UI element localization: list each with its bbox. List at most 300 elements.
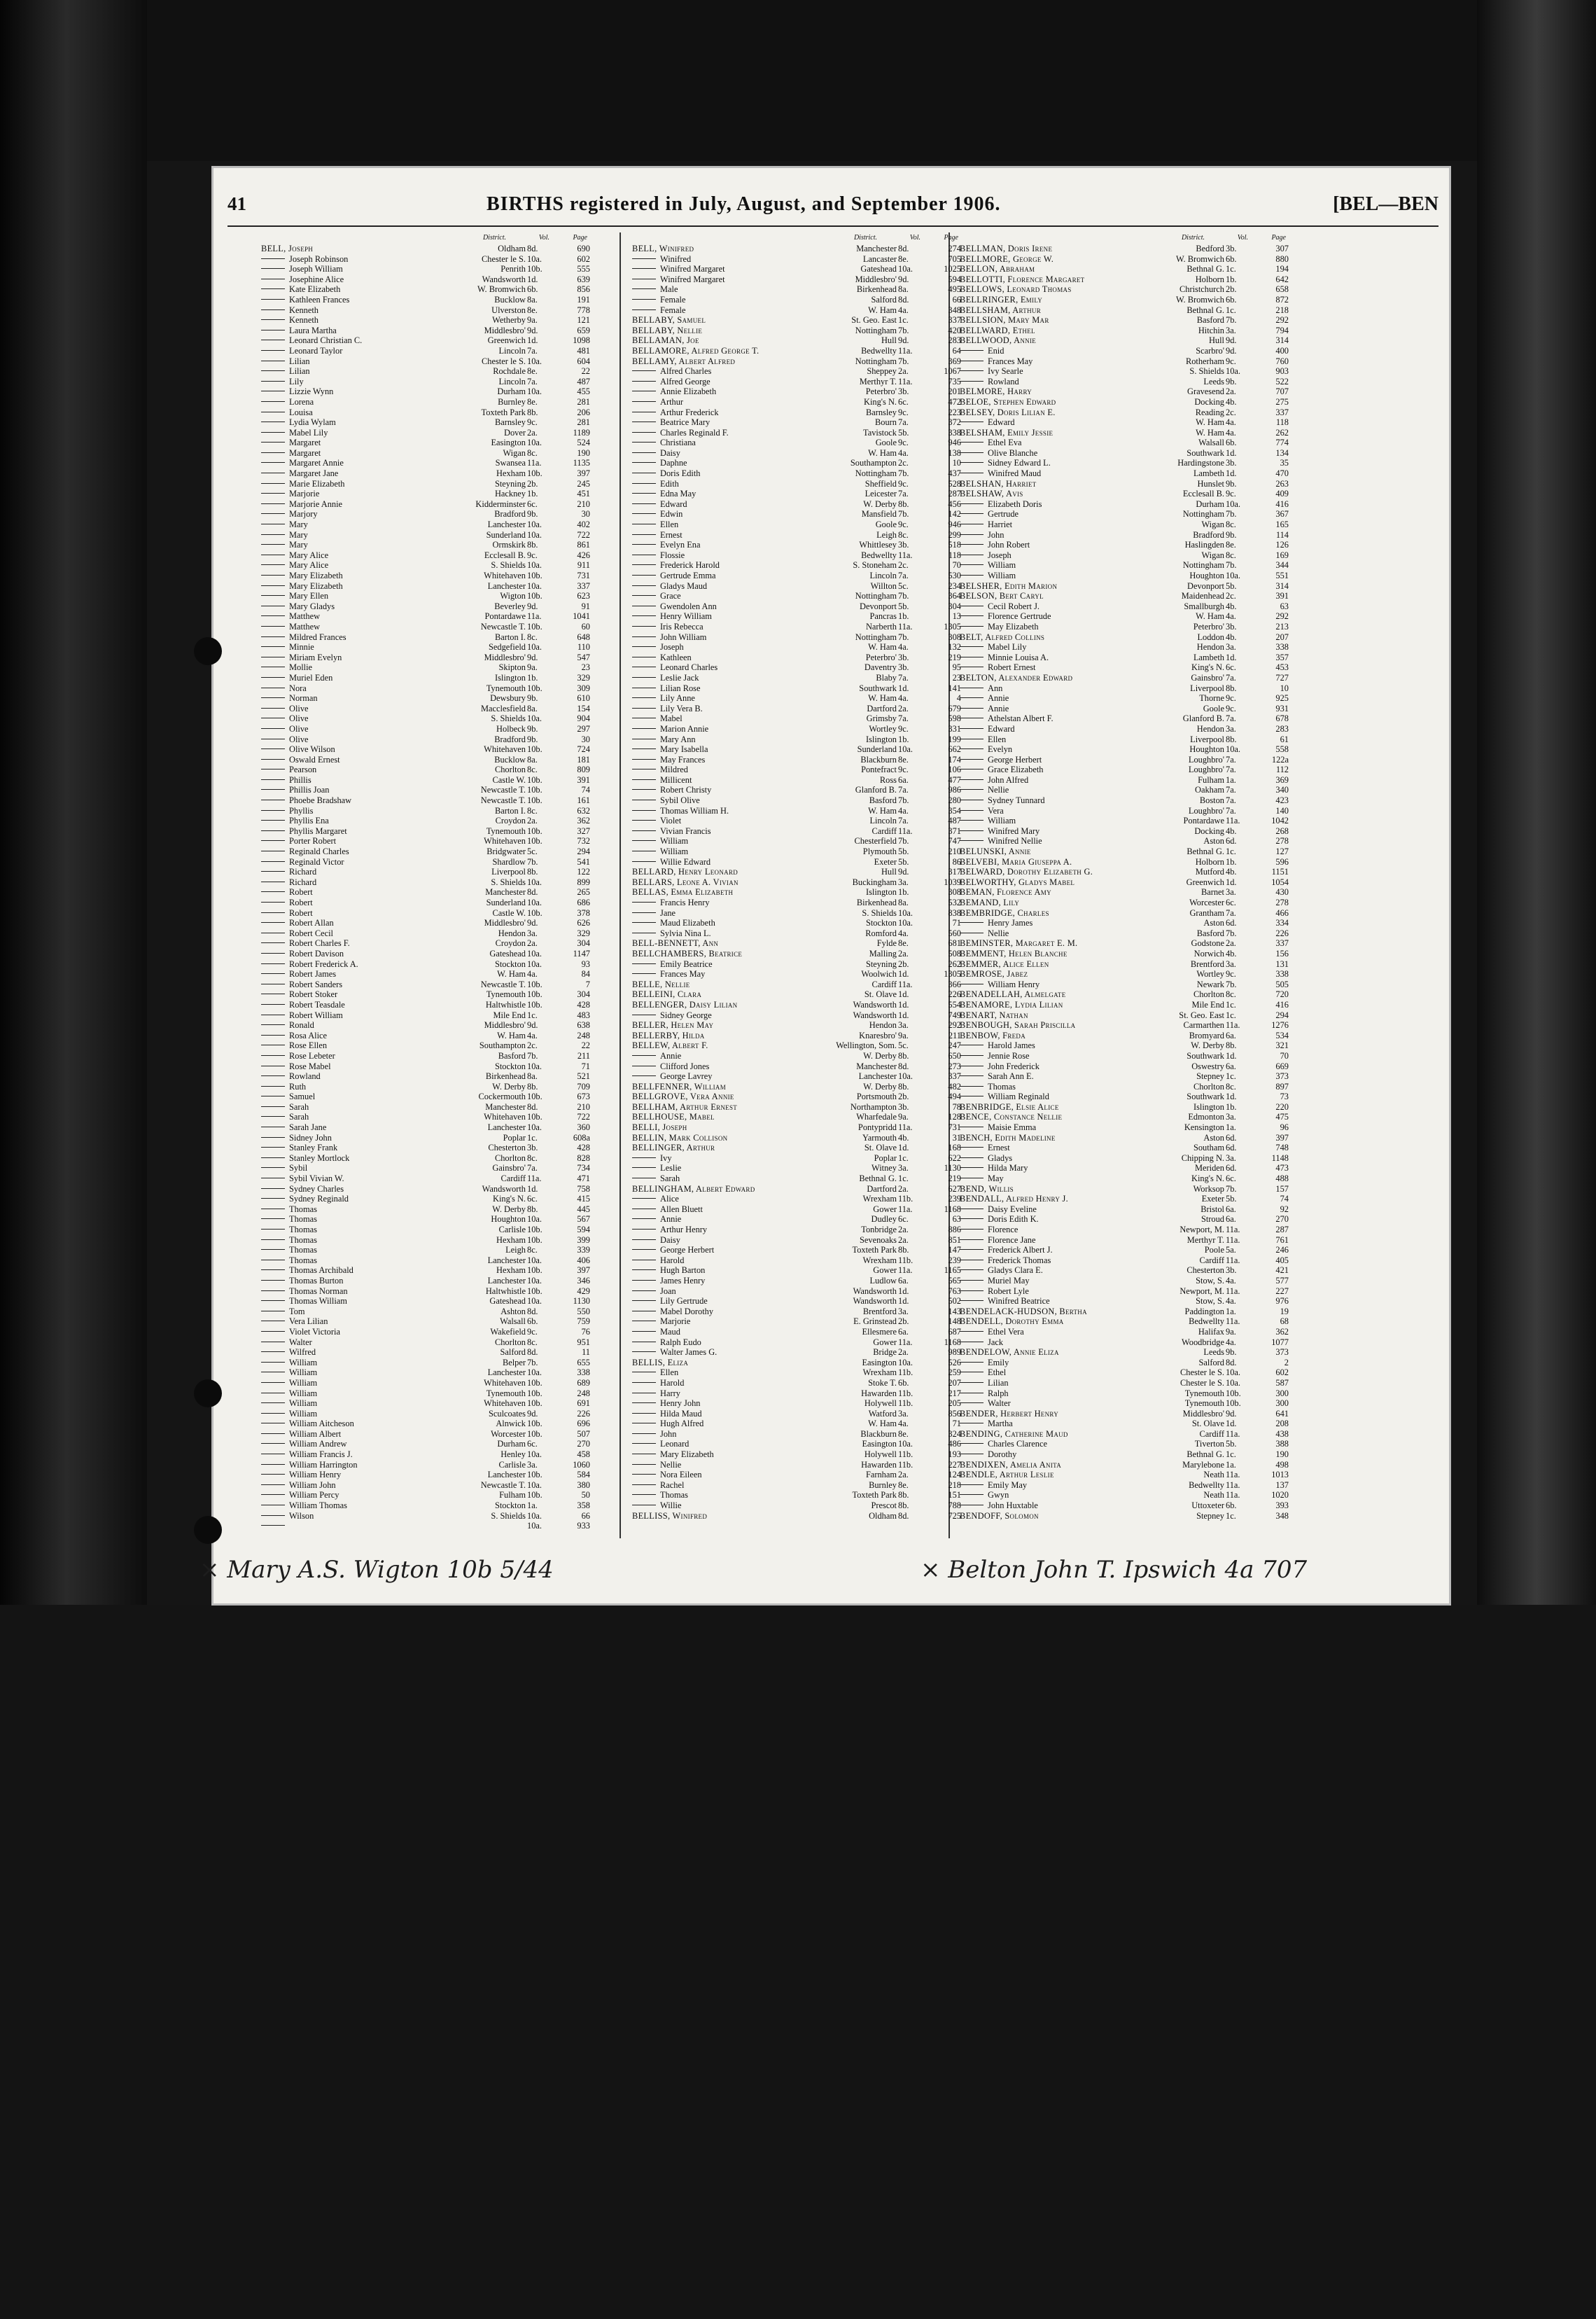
entry-volume: 9a. bbox=[898, 1030, 909, 1040]
index-entry bbox=[632, 509, 961, 520]
entry-page: 399 bbox=[577, 1234, 590, 1245]
entry-page: 673 bbox=[577, 1092, 590, 1102]
entry-name: Daisy Eveline bbox=[960, 1204, 1170, 1215]
entry-page: 23 bbox=[581, 662, 590, 673]
entry-name: Doris Edith bbox=[632, 468, 842, 479]
entry-volume: 10a. bbox=[527, 1521, 542, 1531]
index-entry bbox=[960, 724, 1289, 734]
index-entry bbox=[960, 826, 1289, 837]
entry-page: 13 bbox=[952, 611, 961, 622]
entry-district: Stow, S. bbox=[1196, 1296, 1224, 1307]
entry-volume: 8c. bbox=[1226, 550, 1236, 560]
index-entry bbox=[960, 1449, 1289, 1460]
entry-name: Wilfred bbox=[261, 1347, 471, 1358]
entry-volume: 8d. bbox=[898, 294, 909, 305]
index-entry bbox=[960, 1245, 1289, 1255]
entry-name: BELLINGER, Arthur bbox=[632, 1143, 715, 1153]
entry-district: Maidenhead bbox=[1181, 591, 1224, 601]
index-entry bbox=[261, 713, 590, 724]
index-entry bbox=[960, 980, 1289, 990]
entry-district: Loughbro' bbox=[1188, 765, 1224, 775]
entry-volume: 11a. bbox=[1226, 1428, 1240, 1439]
index-entry bbox=[261, 315, 590, 326]
entry-name: Edna May bbox=[632, 489, 842, 499]
entry-name: BELLGROVE, Vera Annie bbox=[632, 1092, 734, 1102]
entry-volume: 4a. bbox=[1226, 417, 1236, 428]
entry-page: 154 bbox=[577, 703, 590, 713]
entry-district: Nottingham bbox=[855, 591, 897, 601]
entry-name: BELLSHAM, Arthur bbox=[960, 305, 1041, 315]
entry-page: 151 bbox=[948, 1490, 961, 1500]
page-header-label: Page bbox=[944, 234, 958, 242]
entry-district: Chesterfield bbox=[854, 836, 897, 847]
entry-district: Toxteth Park bbox=[852, 1245, 897, 1255]
entry-name: BELL, Winifred bbox=[632, 244, 694, 253]
entry-district: Watford bbox=[868, 1408, 897, 1419]
entry-volume: 9d. bbox=[898, 867, 909, 877]
entry-volume: 7b. bbox=[898, 632, 909, 642]
entry-volume: 3a. bbox=[898, 877, 909, 887]
entry-page: 194 bbox=[1275, 264, 1289, 274]
entry-volume: 5b. bbox=[1226, 1194, 1237, 1204]
entry-page: 456 bbox=[948, 499, 961, 509]
index-entry bbox=[960, 346, 1289, 356]
entry-district: Burnley bbox=[498, 396, 526, 407]
entry-district: Liverpool bbox=[1190, 683, 1224, 693]
entry-district: Ecclesall B. bbox=[1182, 489, 1224, 499]
column-header bbox=[960, 232, 1289, 244]
entry-page: 314 bbox=[1275, 335, 1289, 346]
entry-name: Annie bbox=[632, 1051, 842, 1061]
entry-page: 96 bbox=[1280, 1122, 1289, 1133]
index-entry bbox=[632, 632, 961, 643]
entry-volume: 8a. bbox=[527, 703, 538, 713]
entry-district: Islington bbox=[865, 734, 897, 744]
entry-page: 722 bbox=[577, 529, 590, 540]
entry-district: S. Shields bbox=[491, 713, 526, 724]
entry-volume: 11a. bbox=[1226, 1286, 1240, 1296]
entry-page: 627 bbox=[948, 1183, 961, 1194]
entry-page: 95 bbox=[952, 662, 961, 673]
entry-volume: 1d. bbox=[898, 999, 909, 1010]
index-entry bbox=[632, 479, 961, 489]
entry-district: Henley bbox=[500, 1449, 526, 1460]
entry-page: 471 bbox=[577, 1174, 590, 1184]
entry-volume: 2a. bbox=[898, 1470, 909, 1480]
entry-district: Peterbro' bbox=[865, 652, 897, 662]
index-entry bbox=[261, 1358, 590, 1368]
entry-district: Croydon bbox=[495, 816, 526, 826]
entry-volume: 10b. bbox=[527, 1388, 542, 1398]
entry-volume: 10b. bbox=[527, 1092, 542, 1102]
entry-page: 339 bbox=[577, 1245, 590, 1255]
entry-page: 324 bbox=[948, 1428, 961, 1439]
entry-page: 402 bbox=[577, 520, 590, 530]
index-entry bbox=[632, 1000, 961, 1010]
entry-volume: 7a. bbox=[898, 571, 909, 580]
entry-name: Mary Elizabeth bbox=[632, 1449, 842, 1460]
index-entry bbox=[261, 928, 590, 939]
entry-page: 722 bbox=[577, 1112, 590, 1122]
entry-district: Rochdale bbox=[493, 366, 526, 377]
entry-district: Tynemouth bbox=[1184, 1398, 1224, 1409]
index-entry bbox=[261, 938, 590, 949]
entry-district: Smallburgh bbox=[1184, 601, 1224, 611]
entry-page: 74 bbox=[581, 785, 590, 795]
entry-name: Mary Ann bbox=[632, 734, 842, 745]
entry-district: Whittlesey bbox=[859, 540, 897, 550]
entry-name: Hilda Maud bbox=[632, 1409, 842, 1419]
entry-page: 687 bbox=[948, 1326, 961, 1337]
entry-district: Stroud bbox=[1200, 1214, 1224, 1225]
entry-page: 263 bbox=[1275, 478, 1289, 489]
entry-volume: 11a. bbox=[898, 1265, 913, 1276]
entry-district: Hunslet bbox=[1197, 478, 1224, 489]
entry-volume: 6c. bbox=[527, 499, 538, 509]
index-entry bbox=[261, 479, 590, 489]
entry-page: 161 bbox=[577, 795, 590, 806]
index-entry bbox=[632, 1409, 961, 1419]
entry-volume: 6a. bbox=[1226, 1030, 1236, 1040]
entry-volume: 1d. bbox=[527, 335, 538, 346]
index-entry bbox=[960, 1092, 1289, 1102]
index-entry bbox=[960, 938, 1289, 949]
entry-name: Alice bbox=[632, 1194, 842, 1204]
index-entry bbox=[960, 1398, 1289, 1409]
entry-name: Sydney Tunnard bbox=[960, 795, 1170, 806]
entry-volume: 7b. bbox=[1226, 1183, 1237, 1194]
entry-district: Hawarden bbox=[861, 1459, 897, 1470]
index-entry bbox=[632, 1439, 961, 1449]
entry-page: 550 bbox=[577, 1306, 590, 1316]
entry-volume: 10a. bbox=[527, 386, 542, 397]
entry-name: Robert Frederick A. bbox=[261, 959, 471, 970]
entry-page: 488 bbox=[1275, 1174, 1289, 1184]
entry-page: 50 bbox=[581, 1490, 590, 1500]
entry-volume: 9d. bbox=[527, 1020, 538, 1031]
entry-page: 207 bbox=[1275, 632, 1289, 642]
entry-name: Daphne bbox=[632, 458, 842, 468]
entry-district: Nottingham bbox=[1182, 560, 1224, 571]
entry-volume: 4b. bbox=[1226, 396, 1237, 407]
entry-page: 30 bbox=[581, 734, 590, 744]
entry-district: Pontardawe bbox=[484, 611, 526, 622]
punch-hole-icon bbox=[194, 637, 222, 665]
entry-volume: 2b. bbox=[898, 1092, 909, 1102]
entry-page: 248 bbox=[577, 1030, 590, 1040]
entry-volume: 11a. bbox=[898, 621, 913, 632]
index-entry bbox=[261, 1020, 590, 1031]
index-entry bbox=[261, 949, 590, 959]
entry-district: Goole bbox=[875, 438, 897, 448]
entry-volume: 10b. bbox=[527, 999, 542, 1010]
entry-district: Ecclesall B. bbox=[484, 550, 526, 560]
index-entry bbox=[960, 642, 1289, 653]
entry-volume: 10a. bbox=[1226, 1367, 1240, 1378]
entry-page: 86 bbox=[952, 856, 961, 867]
entry-page: 218 bbox=[1275, 305, 1289, 315]
entry-page: 275 bbox=[1275, 396, 1289, 407]
entry-page: 262 bbox=[948, 959, 961, 969]
entry-page: 639 bbox=[577, 274, 590, 284]
entry-volume: 10b. bbox=[527, 1225, 542, 1234]
entry-district: Hackney bbox=[494, 489, 526, 499]
entry-district: W. Ham bbox=[868, 693, 897, 704]
entry-name: BELTON, Alexander Edward bbox=[960, 672, 1073, 683]
entry-page: 794 bbox=[1275, 325, 1289, 335]
index-entry bbox=[632, 969, 961, 980]
entry-page: 91 bbox=[581, 601, 590, 611]
index-entry bbox=[261, 1449, 590, 1460]
entry-page: 270 bbox=[1275, 1214, 1289, 1225]
entry-district: Knaresbro' bbox=[859, 1030, 897, 1040]
entry-page: 358 bbox=[577, 1500, 590, 1511]
entry-page: 880 bbox=[1275, 253, 1289, 264]
entry-volume: 5b. bbox=[898, 601, 909, 611]
entry-page: 1130 bbox=[944, 1163, 961, 1174]
entry-name: William Andrew bbox=[261, 1439, 471, 1449]
entry-page: 265 bbox=[577, 887, 590, 898]
entry-page: 622 bbox=[948, 1152, 961, 1163]
entry-page: 362 bbox=[1275, 1326, 1289, 1337]
entry-district: Holywell bbox=[864, 1449, 897, 1460]
index-entry bbox=[632, 918, 961, 928]
entry-volume: 8b. bbox=[898, 1245, 909, 1255]
index-entry bbox=[261, 816, 590, 826]
index-entry bbox=[632, 366, 961, 377]
entry-page: 78 bbox=[952, 1101, 961, 1112]
entry-page: 428 bbox=[577, 999, 590, 1010]
entry-page: 246 bbox=[1275, 1245, 1289, 1255]
entry-name: Joseph bbox=[960, 550, 1170, 561]
entry-name: Vera Lilian bbox=[261, 1316, 471, 1327]
index-entry bbox=[960, 1480, 1289, 1491]
entry-volume: 8c. bbox=[527, 632, 538, 642]
index-entry bbox=[960, 468, 1289, 479]
entry-name: Violet bbox=[632, 816, 842, 826]
entry-name: Willie Edward bbox=[632, 857, 842, 868]
entry-name: Robert Lyle bbox=[960, 1286, 1170, 1297]
entry-district: St. Olave bbox=[864, 989, 897, 1000]
index-entry bbox=[960, 601, 1289, 612]
entry-name: William Percy bbox=[261, 1490, 471, 1500]
entry-district: Woodbridge bbox=[1182, 1337, 1224, 1347]
entry-page: 604 bbox=[577, 356, 590, 366]
entry-name: Lilian Rose bbox=[632, 683, 842, 694]
entry-page: 169 bbox=[1275, 550, 1289, 560]
entry-name: Margaret bbox=[261, 438, 471, 448]
entry-name: BELSEY, Doris Lilian E. bbox=[960, 407, 1056, 417]
entry-district: Salford bbox=[1198, 1357, 1224, 1367]
entry-district: Dover bbox=[504, 427, 526, 438]
entry-volume: 2b. bbox=[527, 478, 538, 489]
entry-volume: 4a. bbox=[1226, 427, 1236, 438]
index-entry bbox=[632, 1245, 961, 1255]
entry-page: 466 bbox=[1275, 907, 1289, 918]
index-entry bbox=[632, 980, 961, 990]
index-entry bbox=[632, 305, 961, 316]
entry-page: 534 bbox=[1275, 1030, 1289, 1040]
district-header: District. bbox=[853, 234, 877, 242]
entry-name: Daisy bbox=[632, 448, 842, 459]
entry-volume: 3b. bbox=[898, 662, 909, 673]
entry-name: Ivy bbox=[632, 1153, 842, 1164]
entry-volume: 6c. bbox=[527, 1194, 538, 1204]
entry-district: Bradford bbox=[494, 509, 526, 520]
entry-page: 71 bbox=[581, 1061, 590, 1071]
entry-district: Goole bbox=[1203, 703, 1224, 713]
entry-page: 73 bbox=[1280, 1092, 1289, 1102]
index-entry bbox=[632, 591, 961, 601]
entry-volume: 10a. bbox=[527, 1061, 542, 1071]
entry-page: 1148 bbox=[1271, 1152, 1289, 1163]
entry-volume: 7a. bbox=[527, 376, 538, 386]
index-entry bbox=[261, 908, 590, 919]
entry-page: 23 bbox=[952, 672, 961, 683]
index-entry bbox=[632, 254, 961, 265]
entry-district: Castle W. bbox=[492, 774, 526, 785]
entry-district: Bucklow bbox=[494, 754, 526, 765]
entry-name: Olive Wilson bbox=[261, 744, 471, 755]
entry-page: 308 bbox=[948, 887, 961, 898]
entry-district: Wigan bbox=[1201, 550, 1224, 560]
entry-district: Lanchester bbox=[487, 1470, 526, 1480]
entry-district: Aston bbox=[1203, 1132, 1224, 1143]
entry-page: 118 bbox=[948, 550, 961, 560]
entry-name: BENART, Nathan bbox=[960, 1010, 1028, 1020]
entry-volume: 10a. bbox=[527, 948, 542, 959]
entry-volume: 9d. bbox=[1226, 335, 1237, 346]
entry-volume: 3b. bbox=[898, 540, 909, 550]
entry-page: 329 bbox=[577, 928, 590, 938]
entry-name: Rose Mabel bbox=[261, 1061, 471, 1072]
entry-district: Sedgefield bbox=[489, 642, 526, 653]
entry-volume: 9b. bbox=[1226, 529, 1237, 540]
entry-volume: 5b. bbox=[898, 427, 909, 438]
entry-district: Loughbro' bbox=[1188, 754, 1224, 765]
entry-page: 22 bbox=[581, 366, 590, 377]
page-header bbox=[227, 193, 1438, 224]
entry-name: Robert Sanders bbox=[261, 980, 471, 990]
entry-volume: 10a. bbox=[527, 642, 542, 653]
entry-page: 602 bbox=[577, 253, 590, 264]
entry-volume: 4a. bbox=[898, 805, 909, 816]
index-entry bbox=[960, 284, 1289, 295]
entry-name: Matthew bbox=[261, 622, 471, 632]
entry-page: 428 bbox=[577, 1143, 590, 1153]
entry-page: 788 bbox=[948, 1500, 961, 1511]
index-entry bbox=[960, 969, 1289, 980]
entry-district: Chester le S. bbox=[1180, 1367, 1224, 1378]
entry-district: Basford bbox=[498, 1050, 526, 1061]
index-entry bbox=[261, 826, 590, 837]
index-entry bbox=[960, 1204, 1289, 1215]
index-entry bbox=[632, 1511, 961, 1521]
entry-page: 317 bbox=[948, 867, 961, 877]
entry-district: Hendon bbox=[498, 928, 526, 938]
entry-page: 223 bbox=[948, 407, 961, 417]
entry-name: Olive bbox=[261, 724, 471, 734]
entry-page: 122 bbox=[577, 867, 590, 877]
index-entry bbox=[261, 448, 590, 459]
index-entry bbox=[960, 622, 1289, 632]
entry-page: 406 bbox=[577, 1255, 590, 1265]
entry-page: 344 bbox=[1275, 560, 1289, 571]
entry-volume: 8d. bbox=[527, 1101, 538, 1112]
entry-page: 584 bbox=[577, 1470, 590, 1480]
index-entry bbox=[632, 1040, 961, 1051]
entry-volume: 4b. bbox=[1226, 601, 1237, 611]
entry-district: Tynemouth bbox=[486, 989, 526, 1000]
entry-volume: 8b. bbox=[898, 1081, 909, 1092]
entry-page: 437 bbox=[948, 468, 961, 479]
entry-name: Millicent bbox=[632, 775, 842, 786]
index-entry bbox=[261, 632, 590, 643]
entry-page: 207 bbox=[948, 1377, 961, 1388]
index-entry bbox=[632, 520, 961, 530]
entry-name: Hilda Mary bbox=[960, 1163, 1170, 1174]
entry-district: Castle W. bbox=[492, 907, 526, 918]
entry-volume: 1d. bbox=[898, 989, 909, 1000]
entry-name: Ralph bbox=[960, 1388, 1170, 1399]
entry-name: Kenneth bbox=[261, 305, 471, 316]
entry-name: Sybil Vivian W. bbox=[261, 1174, 471, 1184]
entry-name: John Alfred bbox=[960, 775, 1170, 786]
entry-district: S. Shields bbox=[1189, 366, 1224, 377]
index-entry bbox=[960, 1347, 1289, 1358]
entry-name: George Herbert bbox=[632, 1245, 842, 1255]
index-entry bbox=[261, 550, 590, 561]
index-entry bbox=[261, 295, 590, 305]
entry-page: 364 bbox=[948, 591, 961, 601]
entry-name: Ethel Eva bbox=[960, 438, 1170, 448]
index-entry bbox=[960, 1307, 1289, 1317]
entry-page: 502 bbox=[948, 1296, 961, 1307]
entry-district: Greenwich bbox=[487, 335, 526, 346]
entry-page: 696 bbox=[577, 1419, 590, 1429]
entry-page: 211 bbox=[948, 1030, 961, 1040]
index-entry bbox=[960, 335, 1289, 346]
entry-district: Wortley bbox=[1196, 969, 1224, 980]
entry-page: 199 bbox=[948, 734, 961, 744]
index-entry bbox=[261, 1214, 590, 1225]
index-entry bbox=[261, 264, 590, 274]
entry-page: 760 bbox=[1275, 356, 1289, 366]
index-entry bbox=[632, 1214, 961, 1225]
index-entry bbox=[960, 734, 1289, 745]
index-entry bbox=[261, 765, 590, 775]
index-entry bbox=[261, 1347, 590, 1358]
entry-volume: 5b. bbox=[1226, 580, 1237, 591]
entry-volume: 1b. bbox=[1226, 274, 1237, 284]
entry-page: 22 bbox=[581, 1040, 590, 1051]
entry-name: BELMORE, Harry bbox=[960, 386, 1032, 397]
index-entry bbox=[632, 693, 961, 704]
entry-district: Northampton bbox=[850, 1101, 897, 1112]
index-entry bbox=[960, 591, 1289, 601]
entry-volume: 8e. bbox=[527, 396, 538, 407]
entry-name: Alfred George bbox=[632, 377, 842, 387]
entry-page: 732 bbox=[577, 836, 590, 847]
entry-volume: 1b. bbox=[1226, 856, 1237, 867]
entry-district: Manchester bbox=[485, 1101, 526, 1112]
entry-page: 84 bbox=[581, 969, 590, 980]
index-entry bbox=[261, 428, 590, 438]
entry-volume: 9d. bbox=[527, 918, 538, 928]
entry-page: 262 bbox=[1275, 427, 1289, 438]
entry-name: Willie bbox=[632, 1500, 842, 1511]
entry-page: 856 bbox=[577, 284, 590, 295]
